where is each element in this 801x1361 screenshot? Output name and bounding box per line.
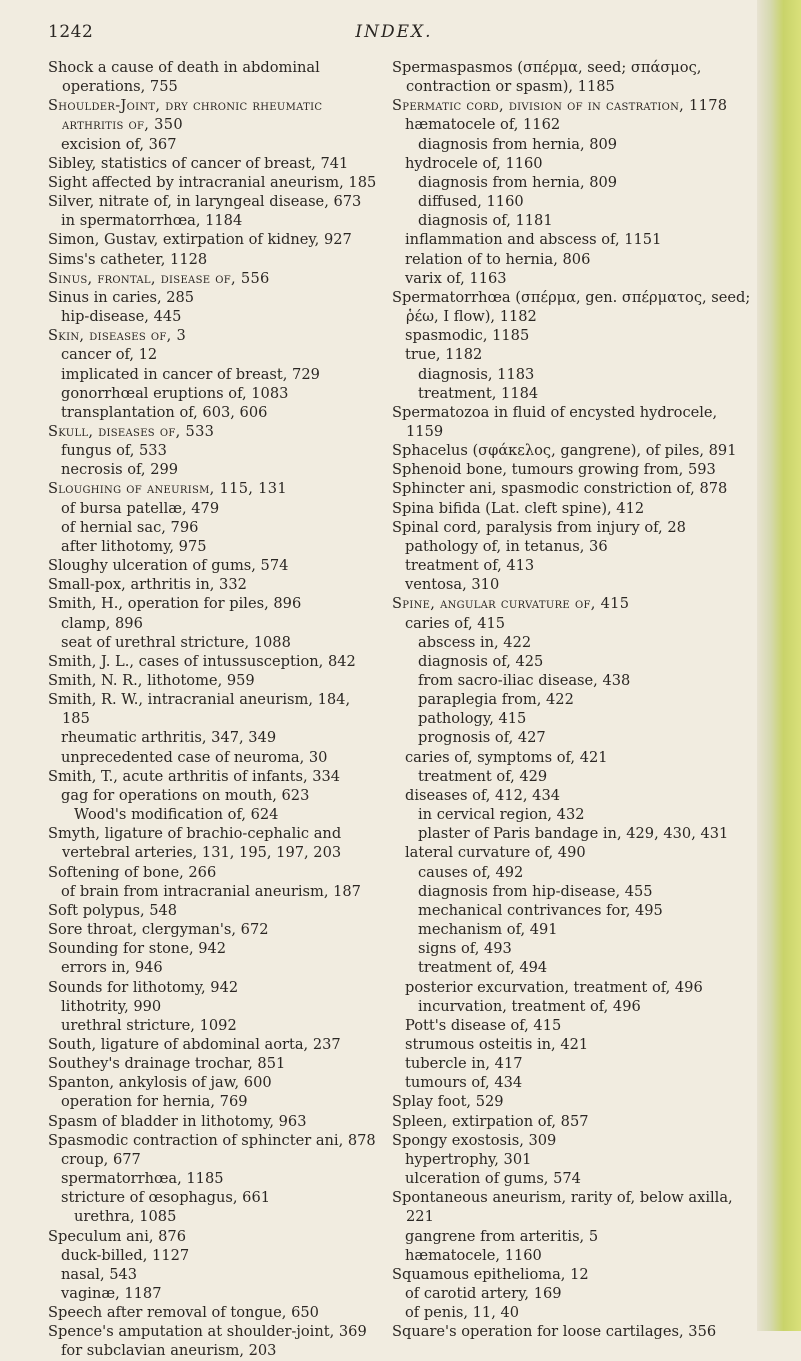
index-entry: Silver, nitrate of, in laryngeal disease, 673 — [48, 193, 362, 211]
index-entry: treatment of, 429 — [418, 767, 548, 785]
index-entry: Shock a cause of death in abdominal operations, 755 — [48, 59, 320, 96]
index-entry: relation of to hernia, 806 — [405, 250, 591, 268]
index-entry: Squamous epithelioma, 12 — [392, 1265, 589, 1283]
index-entry: Spontaneous aneurism, rarity of, below axilla, 221 — [392, 1189, 733, 1226]
index-entry: unprecedented case of neuroma, 30 — [61, 748, 328, 766]
index-entry: Spleen, extirpation of, 857 — [392, 1112, 589, 1130]
index-entry: Spongy exostosis, 309 — [392, 1131, 557, 1149]
index-entry: Splay foot, 529 — [392, 1093, 504, 1111]
index-entry: hæmatocele of, 1162 — [405, 116, 561, 134]
index-entry: Simon, Gustav, extirpation of kidney, 927 — [48, 231, 352, 249]
index-entry: abscess in, 422 — [418, 633, 532, 651]
index-entry: Sinus in caries, 285 — [48, 288, 195, 306]
index-entry: strumous osteitis in, 421 — [405, 1035, 589, 1053]
index-entry: Pott's disease of, 415 — [405, 1016, 562, 1034]
index-entry: nasal, 543 — [61, 1265, 138, 1283]
index-entry: tubercle in, 417 — [405, 1055, 523, 1073]
index-entry: Spermatozoa in fluid of encysted hydrocele, 1159 — [392, 403, 718, 440]
index-entry: treatment of, 494 — [418, 959, 548, 977]
index-entry: vaginæ, 1187 — [61, 1285, 162, 1302]
index-entry: posterior excurvation, treatment of, 496 — [405, 978, 703, 996]
index-entry: urethra, 1085 — [74, 1208, 177, 1226]
index-entry: signs of, 493 — [418, 940, 512, 958]
index-entry: Sphenoid bone, tumours growing from, 593 — [392, 461, 716, 479]
index-entry: prognosis of, 427 — [418, 729, 546, 747]
index-entry: causes of, 492 — [418, 863, 524, 881]
index-entry: Wood's modification of, 624 — [74, 806, 279, 824]
index-entry: varix of, 1163 — [405, 269, 507, 287]
index-entry: pathology of, in tetanus, 36 — [405, 537, 608, 555]
index-entry: diagnosis of, 1181 — [418, 212, 553, 230]
index-entry: plaster of Paris bandage in, 429, 430, 431 — [418, 825, 729, 843]
index-entry: of bursa patellæ, 479 — [61, 499, 220, 517]
index-entry: Spermatorrhœa (σπέρμα, gen. σπέρματος, seed; ῥέω, I flow), 1182 — [392, 288, 751, 326]
index-entry: diagnosis from hernia, 809 — [418, 135, 618, 153]
index-entry: necrosis of, 299 — [61, 461, 179, 479]
index-entry: gangrene from arteritis, 5 — [405, 1227, 599, 1245]
index-entry: incurvation, treatment of, 496 — [418, 997, 641, 1015]
index-entry: for subclavian aneurism, 203 — [61, 1342, 277, 1360]
index-entry: Soft polypus, 548 — [48, 901, 178, 919]
index-entry: diagnosis, 1183 — [418, 365, 535, 383]
index-entry: Sloughy ulceration of gums, 574 — [48, 557, 289, 575]
index-entry: spermatorrhœa, 1185 — [61, 1170, 224, 1188]
index-entry: fungus of, 533 — [61, 442, 167, 460]
index-entry: in cervical region, 432 — [418, 806, 585, 824]
index-entry: diffused, 1160 — [418, 193, 524, 211]
index-entry: paraplegia from, 422 — [418, 691, 574, 709]
index-entry: mechanical contrivances for, 495 — [418, 901, 663, 919]
index-entry: cancer of, 12 — [61, 346, 158, 364]
index-entry: gonorrhœal eruptions of, 1083 — [61, 384, 289, 402]
index-entry: after lithotomy, 975 — [61, 537, 207, 555]
index-entry: hæmatocele, 1160 — [405, 1246, 542, 1264]
index-entry: diagnosis from hernia, 809 — [418, 173, 618, 191]
index-entry: hypertrophy, 301 — [405, 1150, 532, 1168]
index-entry: Sloughing of aneurism, 115, 131 — [48, 480, 287, 498]
index-entry: Smith, H., operation for piles, 896 — [48, 595, 302, 613]
index-entry: lateral curvature of, 490 — [405, 844, 586, 862]
index-entry: South, ligature of abdominal aorta, 237 — [48, 1035, 341, 1053]
index-entry: treatment of, 413 — [405, 557, 535, 575]
index-entry: clamp, 896 — [61, 614, 143, 632]
index-entry: lithotrity, 990 — [61, 997, 162, 1015]
index-entry: Speculum ani, 876 — [48, 1227, 186, 1245]
index-entry: Sims's catheter, 1128 — [48, 250, 208, 268]
index-entry: pathology, 415 — [418, 710, 527, 728]
index-entry: caries of, 415 — [405, 614, 506, 632]
index-entry: rheumatic arthritis, 347, 349 — [61, 729, 277, 747]
index-entry: true, 1182 — [405, 346, 483, 364]
index-entry: operation for hernia, 769 — [61, 1093, 248, 1111]
index-column-left — [48, 58, 378, 1361]
index-entry: tumours of, 434 — [405, 1074, 523, 1092]
index-entry: Spina bifida (Lat. cleft spine), 412 — [392, 499, 645, 517]
index-entry: inflammation and abscess of, 1151 — [405, 231, 662, 249]
index-entry: Spine, angular curvature of, 415 — [392, 595, 630, 613]
index-entry: croup, 677 — [61, 1150, 141, 1168]
index-entry: Smith, J. L., cases of intussusception, 842 — [48, 652, 356, 670]
index-entry: ventosa, 310 — [405, 576, 500, 594]
index-entry: Spence's amputation at shoulder-joint, 369 — [48, 1323, 367, 1341]
index-entry: treatment, 1184 — [418, 384, 539, 402]
index-entry: Speech after removal of tongue, 650 — [48, 1304, 319, 1322]
index-entry: Shoulder-Joint, dry chronic rheumatic arthritis of, 350 — [48, 97, 323, 134]
index-entry: stricture of œsophagus, 661 — [61, 1189, 271, 1207]
index-entry: mechanism of, 491 — [418, 921, 558, 939]
index-entry: Spasmodic contraction of sphincter ani, 878 — [48, 1131, 376, 1149]
index-entry: in spermatorrhœa, 1184 — [61, 212, 243, 230]
index-entry: urethral stricture, 1092 — [61, 1016, 237, 1034]
index-entry: Sinus, frontal, disease of, 556 — [48, 269, 270, 287]
index-entry: Spinal cord, paralysis from injury of, 28 — [392, 518, 686, 536]
index-entry: Skin, diseases of, 3 — [48, 327, 187, 345]
index-entry: Smyth, ligature of brachio-cephalic and vertebral arteries, 131, 195, 197, 203 — [48, 825, 342, 862]
index-entry: diagnosis of, 425 — [418, 652, 544, 670]
index-entry: of penis, 11, 40 — [405, 1304, 520, 1322]
index-entry: Southey's drainage trochar, 851 — [48, 1055, 286, 1073]
index-entry: Spasm of bladder in lithotomy, 963 — [48, 1112, 307, 1130]
index-entry: transplantation of, 603, 606 — [61, 403, 268, 421]
running-title: INDEX. — [355, 22, 433, 42]
index-entry: Sounds for lithotomy, 942 — [48, 978, 239, 996]
index-entry: ulceration of gums, 574 — [405, 1170, 581, 1188]
index-entry: seat of urethral stricture, 1088 — [61, 633, 291, 651]
index-entry: Small-pox, arthritis in, 332 — [48, 576, 247, 594]
index-entry: caries of, symptoms of, 421 — [405, 748, 608, 766]
index-entry: Spermatic cord, division of in castration, 1178 — [392, 97, 728, 115]
index-entry: Smith, N. R., lithotome, 959 — [48, 672, 255, 689]
index-entry: of brain from intracranial aneurism, 187 — [61, 882, 361, 900]
index-entry: diagnosis from hip-disease, 455 — [418, 882, 653, 900]
index-entry: diseases of, 412, 434 — [405, 786, 561, 804]
index-entry: duck-billed, 1127 — [61, 1246, 190, 1264]
index-entry: of carotid artery, 169 — [405, 1285, 562, 1302]
page-edge — [757, 0, 801, 1331]
index-entry: Sight affected by intracranial aneurism, 185 — [48, 173, 377, 191]
index-entry: Spermaspasmos (σπέρμα, seed; σπάσμος, contraction or spasm), 1185 — [392, 59, 702, 96]
index-entry: Smith, T., acute arthritis of infants, 334 — [48, 767, 341, 785]
index-entry: excision of, 367 — [61, 135, 177, 153]
index-entry: Sore throat, clergyman's, 672 — [48, 921, 269, 939]
index-entry: Softening of bone, 266 — [48, 863, 217, 881]
index-entry: hydrocele of, 1160 — [405, 154, 543, 172]
index-entry: Square's operation for loose cartilages, 356 — [392, 1323, 717, 1341]
page-header — [48, 22, 740, 52]
page-number: 1242 — [48, 22, 94, 42]
index-entry: Sibley, statistics of cancer of breast, 741 — [48, 154, 349, 172]
index-entry: Sounding for stone, 942 — [48, 940, 227, 958]
index-entry: from sacro-iliac disease, 438 — [418, 672, 631, 689]
index-entry: of hernial sac, 796 — [61, 518, 199, 536]
index-entry: implicated in cancer of breast, 729 — [61, 365, 320, 383]
index-entry: Spanton, ankylosis of jaw, 600 — [48, 1074, 272, 1092]
index-entry: errors in, 946 — [61, 959, 163, 977]
index-column-right — [392, 58, 756, 1341]
index-entry: Skull, diseases of, 533 — [48, 422, 215, 440]
index-entry: gag for operations on mouth, 623 — [61, 786, 310, 804]
index-entry: Sphacelus (σφάκελος, gangrene), of piles, 891 — [392, 442, 737, 460]
index-entry: hip-disease, 445 — [61, 308, 182, 326]
index-entry: Sphincter ani, spasmodic constriction of, 878 — [392, 480, 728, 498]
index-entry: Smith, R. W., intracranial aneurism, 184, 185 — [48, 691, 351, 728]
index-entry: spasmodic, 1185 — [405, 327, 530, 345]
